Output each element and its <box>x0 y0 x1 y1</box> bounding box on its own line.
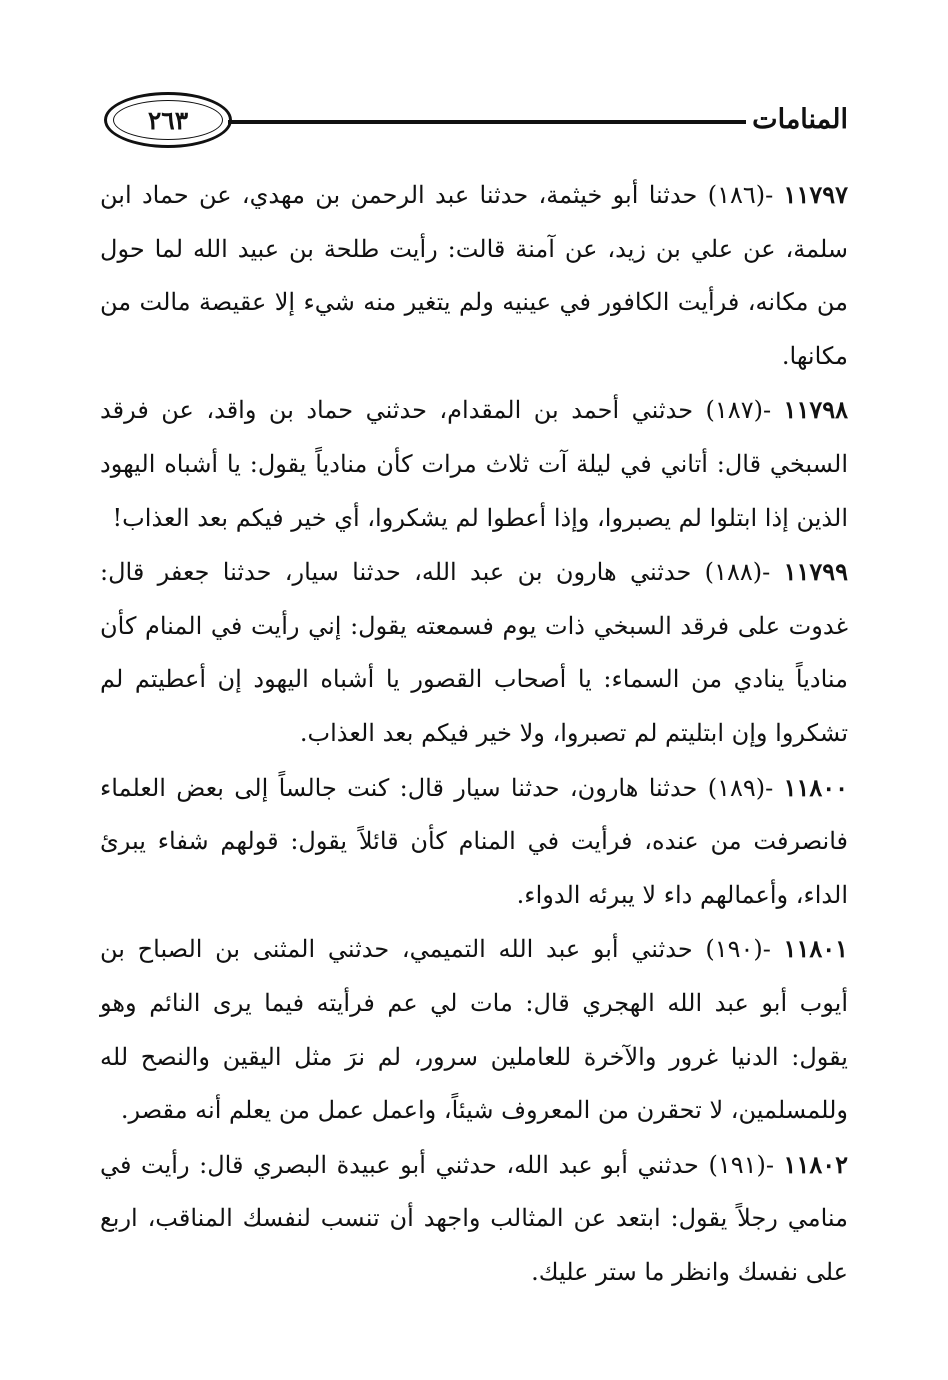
entry-number: ١١٨٠٢ <box>783 1149 848 1179</box>
hadith-entry <box>100 168 848 383</box>
entry-text: -(١٩١) حدثني أبو عبد الله، حدثني أبو عبيدة البصري قال: رأيت في منامي رجلاً يقول: ابتعد عن المثالب واجهد أن تنسب لنفسك المناقب، اربع على نفسك وانظر ما ستر عليك. <box>100 1150 848 1286</box>
hadith-entry <box>100 922 848 1137</box>
entry-text: -(١٩٠) حدثني أبو عبد الله التميمي، حدثني المثنى بن الصباح بن أيوب أبو عبد الله الهجري قال: مات لي عم فرأيته فيما يرى النائم وهو يقول: الدنيا غرور والآخرة للعاملين سرور، لم نرَ مثل اليقين والنصح لله وللمسلمين، لا تحقرن من المعروف شيئاً، واعمل عمل من يعلم أنه مقصر. <box>100 935 848 1125</box>
entry-text: -(١٨٧) حدثني أحمد بن المقدام، حدثني حماد بن واقد، عن فرقد السبخي قال: أتاني في ليلة آت ثلاث مرات كأن منادياً يقول: يا أشباه اليهود الذين إذا ابتلوا لم يصبروا، وإذا أعطوا لم يشكروا، أي خير فيكم بعد العذاب! <box>100 396 848 532</box>
page-number-oval <box>104 92 232 148</box>
hadith-entry <box>100 1138 848 1300</box>
hadith-entry <box>100 383 848 545</box>
page-header <box>100 92 848 156</box>
entry-text: -(١٨٨) حدثني هارون بن عبد الله، حدثنا سيار، حدثنا جعفر قال: غدوت على فرقد السبخي ذات يوم فسمعته يقول: إني رأيت في المنام كأن منادياً ينادي من السماء: يا أصحاب القصور يا أشباه اليهود إن أعطيتم لم تشكروا وإن ابتليتم لم تصبروا، ولا خير فيكم بعد العذاب. <box>100 558 848 747</box>
page-body <box>100 168 848 1299</box>
entry-number: ١١٨٠١ <box>783 934 848 964</box>
entry-text: -(١٨٩) حدثنا هارون، حدثنا سيار قال: كنت جالساً إلى بعض العلماء فانصرفت من عنده، فرأيت في المنام كأن قائلاً يقول: قولهم شفاء يبرئ الداء، وأعمالهم داء لا يبرئه الدواء. <box>100 773 848 909</box>
entry-number: ١١٧٩٨ <box>783 395 848 425</box>
hadith-entry <box>100 545 848 760</box>
entry-text: -(١٨٦) حدثنا أبو خيثمة، حدثنا عبد الرحمن بن مهدي، عن حماد ابن سلمة، عن علي بن زيد، عن آمنة قالت: رأيت طلحة بن عبيد الله لما حول من مكانه، فرأيت الكافور في عينيه ولم يتغير منه شيء إلا عقيصة مالت من مكانها. <box>100 181 848 370</box>
entry-number: ١١٨٠٠ <box>783 772 849 802</box>
running-title: المنامات <box>752 104 848 135</box>
hadith-entry <box>100 761 848 923</box>
page-number: ٢٦٣ <box>147 106 189 135</box>
entry-number: ١١٧٩٩ <box>783 557 849 587</box>
entry-number: ١١٧٩٧ <box>783 180 848 209</box>
header-rule <box>228 120 746 124</box>
